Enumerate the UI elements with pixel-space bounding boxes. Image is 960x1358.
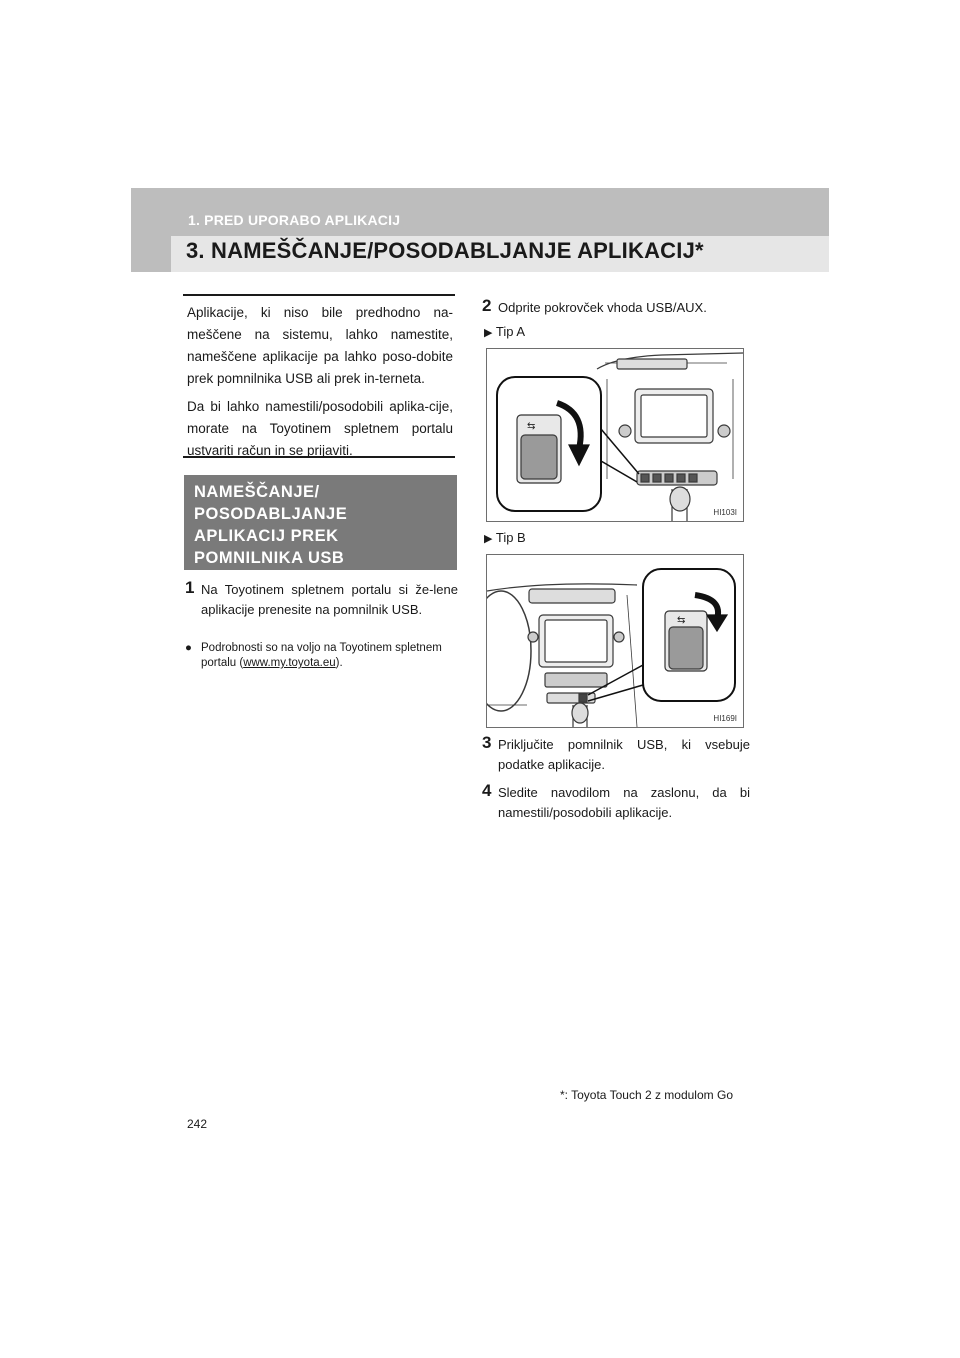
intro-paragraph-1: Aplikacije, ki niso bile predhodno na-meščene na sistemu, lahko namestite, nameščene aplikacije pa lahko poso-dobite prek pomnilnika USB ali prek in-terneta. bbox=[187, 305, 453, 386]
step-1-text: Na Toyotinem spletnem portalu si že-lene aplikacije prenesite na pomnilnik USB. bbox=[201, 582, 458, 617]
step-1-number: 1 bbox=[185, 578, 195, 597]
step-2 bbox=[482, 298, 750, 318]
tip-b-label bbox=[484, 530, 526, 545]
arrow-right-icon: ▶ bbox=[484, 327, 493, 339]
portal-link[interactable]: www.my.toyota.eu bbox=[243, 657, 336, 669]
intro-paragraph-2: Da bi lahko namestili/posodobili aplika-cije, morate na Toyotinem spletnem portalu ustvariti račun in se prijaviti. bbox=[187, 399, 453, 458]
step-4-text: Sledite navodilom na zaslonu, da bi namestili/posodobili aplikacije. bbox=[498, 785, 750, 820]
bullet-dot-icon: ● bbox=[185, 642, 192, 654]
subheading-line-4: POMNILNIKA USB bbox=[194, 549, 345, 567]
tip-a-text: Tip A bbox=[495, 324, 526, 339]
arrow-right-icon: ▶ bbox=[484, 533, 493, 545]
tip-b-text: Tip B bbox=[495, 530, 526, 545]
figure-tip-a bbox=[486, 348, 744, 522]
step-4-number: 4 bbox=[482, 781, 492, 800]
subheading-line-2: POSODABLJANJE bbox=[194, 505, 348, 523]
step-2-number: 2 bbox=[482, 296, 492, 315]
svg-text:⇆: ⇆ bbox=[677, 615, 686, 626]
subheading-box bbox=[184, 475, 457, 570]
footnote: *: Toyota Touch 2 z modulom Go bbox=[560, 1088, 733, 1102]
figure-b-code: HI169I bbox=[713, 714, 737, 723]
tip-a-label bbox=[484, 324, 525, 339]
step-4 bbox=[482, 783, 750, 823]
step-3-text: Priključite pomnilnik USB, ki vsebuje podatke aplikacije. bbox=[498, 737, 750, 772]
figure-tip-b bbox=[486, 554, 744, 728]
dashboard-a-illustration bbox=[487, 349, 743, 521]
step-1-bullet bbox=[185, 641, 458, 671]
section-label: 1. PRED UPORABO APLIKACIJ bbox=[188, 212, 401, 228]
step-3-number: 3 bbox=[482, 733, 492, 752]
dashboard-b-illustration bbox=[487, 555, 743, 727]
subheading-line-3: APLIKACIJ PREK bbox=[194, 527, 339, 545]
page-title: 3. NAMEŠČANJE/POSODABLJANJE APLIKACIJ* bbox=[186, 238, 704, 263]
subheading-line-1: NAMEŠČANJE/ bbox=[194, 483, 320, 501]
figure-a-code: HI103I bbox=[713, 508, 737, 517]
intro-box bbox=[183, 294, 455, 458]
step-2-text: Odprite pokrovček vhoda USB/AUX. bbox=[498, 300, 707, 315]
step-3 bbox=[482, 735, 750, 775]
bullet-text: Podrobnosti so na voljo na Toyotinem spletnem portalu ( bbox=[201, 642, 442, 669]
svg-text:⇆: ⇆ bbox=[527, 421, 536, 432]
page-number: 242 bbox=[187, 1117, 208, 1131]
bullet-text-end: ). bbox=[335, 657, 343, 669]
step-1 bbox=[185, 580, 458, 620]
